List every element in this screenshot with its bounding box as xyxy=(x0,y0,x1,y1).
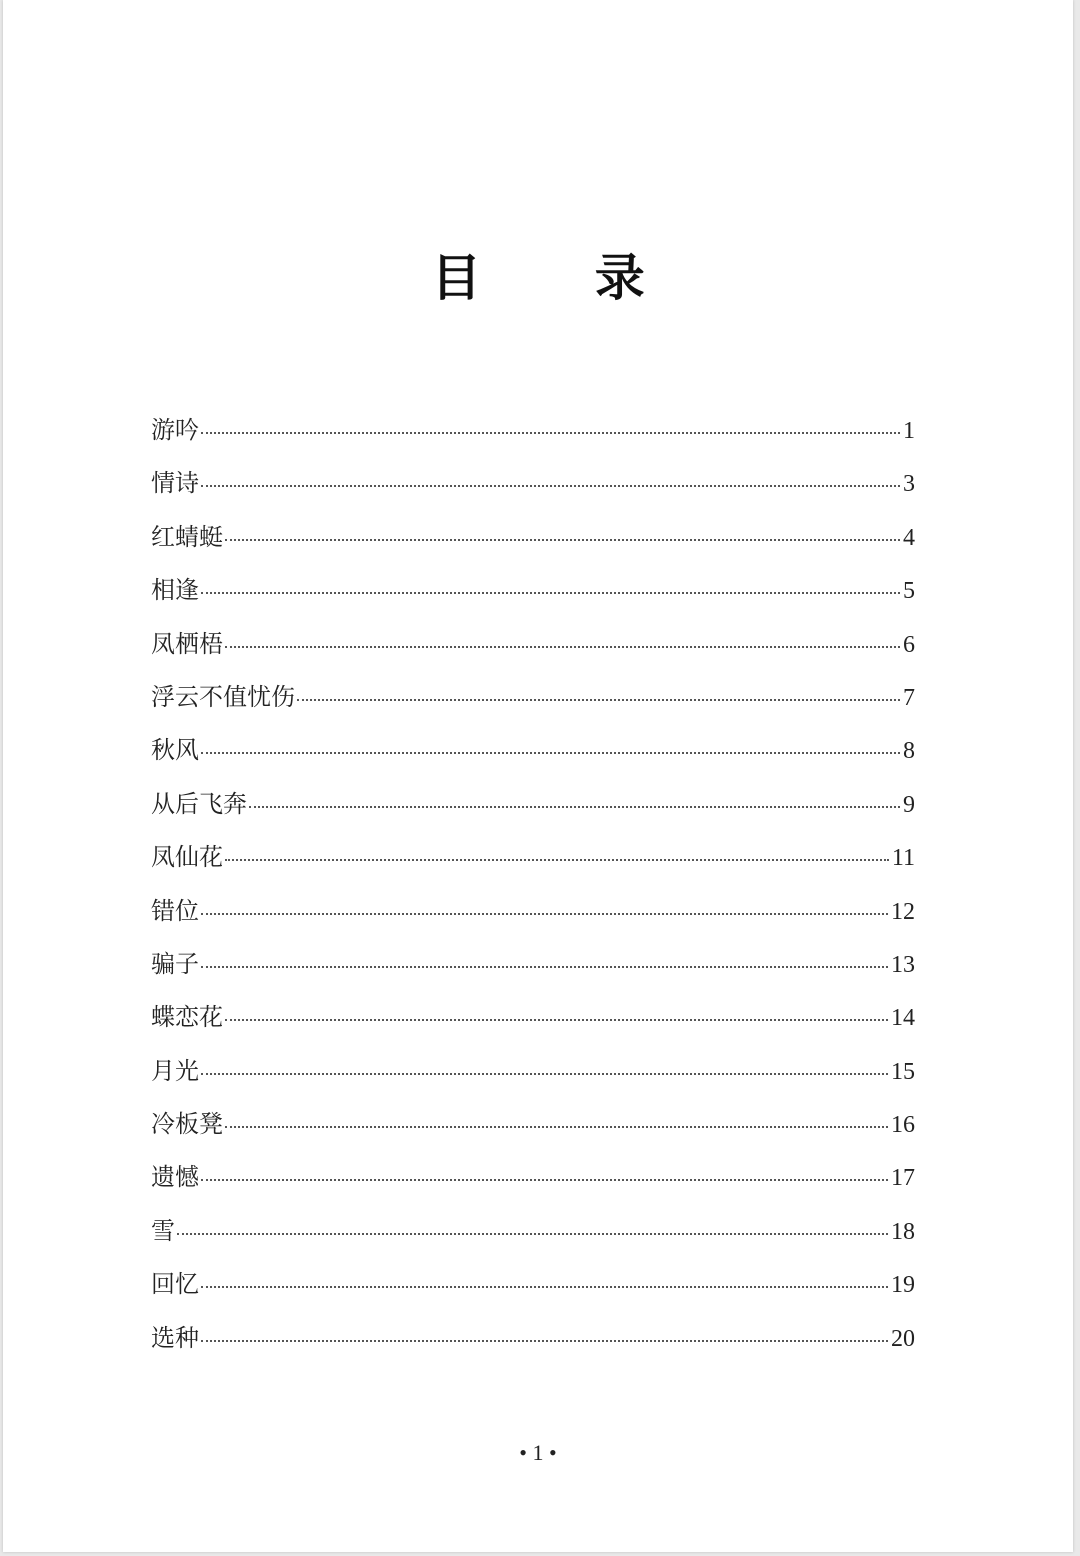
toc-entry-title: 秋风 xyxy=(151,736,199,765)
toc-entry-page: 12 xyxy=(891,898,915,925)
toc-entry-page: 19 xyxy=(891,1272,915,1299)
dot-leader xyxy=(201,1340,888,1342)
toc-entry-page: 16 xyxy=(891,1112,915,1139)
toc-entry-page: 20 xyxy=(891,1325,915,1352)
toc-entry[interactable] xyxy=(151,410,915,463)
toc-entry-title: 游吟 xyxy=(151,416,199,444)
dot-leader xyxy=(201,752,900,754)
toc-entry-title: 情诗 xyxy=(151,469,199,498)
toc-entry[interactable] xyxy=(151,570,915,623)
dot-leader xyxy=(201,592,900,594)
toc-entry-page: 1 xyxy=(903,418,915,444)
toc-entry-page: 6 xyxy=(903,631,915,658)
toc-entry[interactable] xyxy=(151,1157,915,1210)
dot-leader xyxy=(201,432,900,434)
toc-entry-title: 浮云不值忧伤 xyxy=(151,682,295,711)
toc-entry[interactable] xyxy=(151,891,915,944)
toc-entry[interactable] xyxy=(151,1318,915,1371)
dot-leader xyxy=(201,1286,888,1288)
toc-entry-title: 凤栖梧 xyxy=(151,629,223,658)
dot-leader xyxy=(201,1179,888,1181)
toc-entry-page: 11 xyxy=(891,845,915,872)
toc-entry-title: 红蜻蜓 xyxy=(151,522,223,551)
toc-entry-page: 14 xyxy=(891,1005,915,1032)
toc-entry-title: 骗子 xyxy=(151,949,199,978)
toc-entry[interactable] xyxy=(151,463,915,516)
toc-entry-page: 5 xyxy=(903,578,915,605)
toc-entry-title: 蝶恋花 xyxy=(151,1003,223,1032)
dot-leader xyxy=(225,859,889,861)
toc-entry[interactable] xyxy=(151,730,915,783)
dot-leader xyxy=(177,1233,888,1235)
dot-leader xyxy=(201,966,888,968)
toc-entry-page: 15 xyxy=(891,1058,915,1085)
page-title: 目 录 xyxy=(431,248,693,307)
dot-leader xyxy=(297,699,900,701)
dot-leader xyxy=(201,1073,888,1075)
toc-entry-title: 错位 xyxy=(151,896,199,925)
dot-leader xyxy=(201,913,888,915)
toc-entry-title: 回忆 xyxy=(151,1270,199,1299)
toc-entry[interactable] xyxy=(151,624,915,677)
table-of-contents xyxy=(151,410,915,1371)
dot-leader xyxy=(225,646,900,648)
toc-entry-title: 选种 xyxy=(151,1323,199,1352)
toc-entry-page: 4 xyxy=(903,524,915,551)
page-number: • 1 • xyxy=(519,1440,557,1465)
toc-entry-title: 从后飞奔 xyxy=(151,789,247,818)
toc-entry[interactable] xyxy=(151,944,915,997)
toc-entry-page: 9 xyxy=(903,791,915,818)
toc-entry-page: 17 xyxy=(891,1165,915,1192)
toc-entry-title: 遗憾 xyxy=(151,1163,199,1192)
toc-entry-page: 18 xyxy=(891,1218,915,1245)
dot-leader xyxy=(201,485,900,487)
toc-entry[interactable] xyxy=(151,837,915,890)
toc-entry[interactable] xyxy=(151,1104,915,1157)
toc-entry-page: 7 xyxy=(903,684,915,711)
toc-entry[interactable] xyxy=(151,517,915,570)
toc-entry-title: 雪 xyxy=(151,1216,175,1245)
toc-entry-page: 8 xyxy=(903,738,915,765)
dot-leader xyxy=(225,1126,888,1128)
toc-entry[interactable] xyxy=(151,784,915,837)
toc-entry[interactable] xyxy=(151,1211,915,1264)
toc-entry-page: 3 xyxy=(903,471,915,498)
toc-entry[interactable] xyxy=(151,1051,915,1104)
toc-entry-title: 相逢 xyxy=(151,576,199,605)
document-page xyxy=(3,0,1073,1552)
toc-entry-title: 凤仙花 xyxy=(151,843,223,872)
dot-leader xyxy=(225,539,900,541)
toc-entry[interactable] xyxy=(151,677,915,730)
toc-entry-page: 13 xyxy=(891,951,915,978)
dot-leader xyxy=(225,1019,888,1021)
toc-entry-title: 月光 xyxy=(151,1056,199,1085)
toc-entry[interactable] xyxy=(151,1264,915,1317)
toc-entry[interactable] xyxy=(151,997,915,1050)
dot-leader xyxy=(249,806,900,808)
toc-entry-title: 冷板凳 xyxy=(151,1110,223,1139)
